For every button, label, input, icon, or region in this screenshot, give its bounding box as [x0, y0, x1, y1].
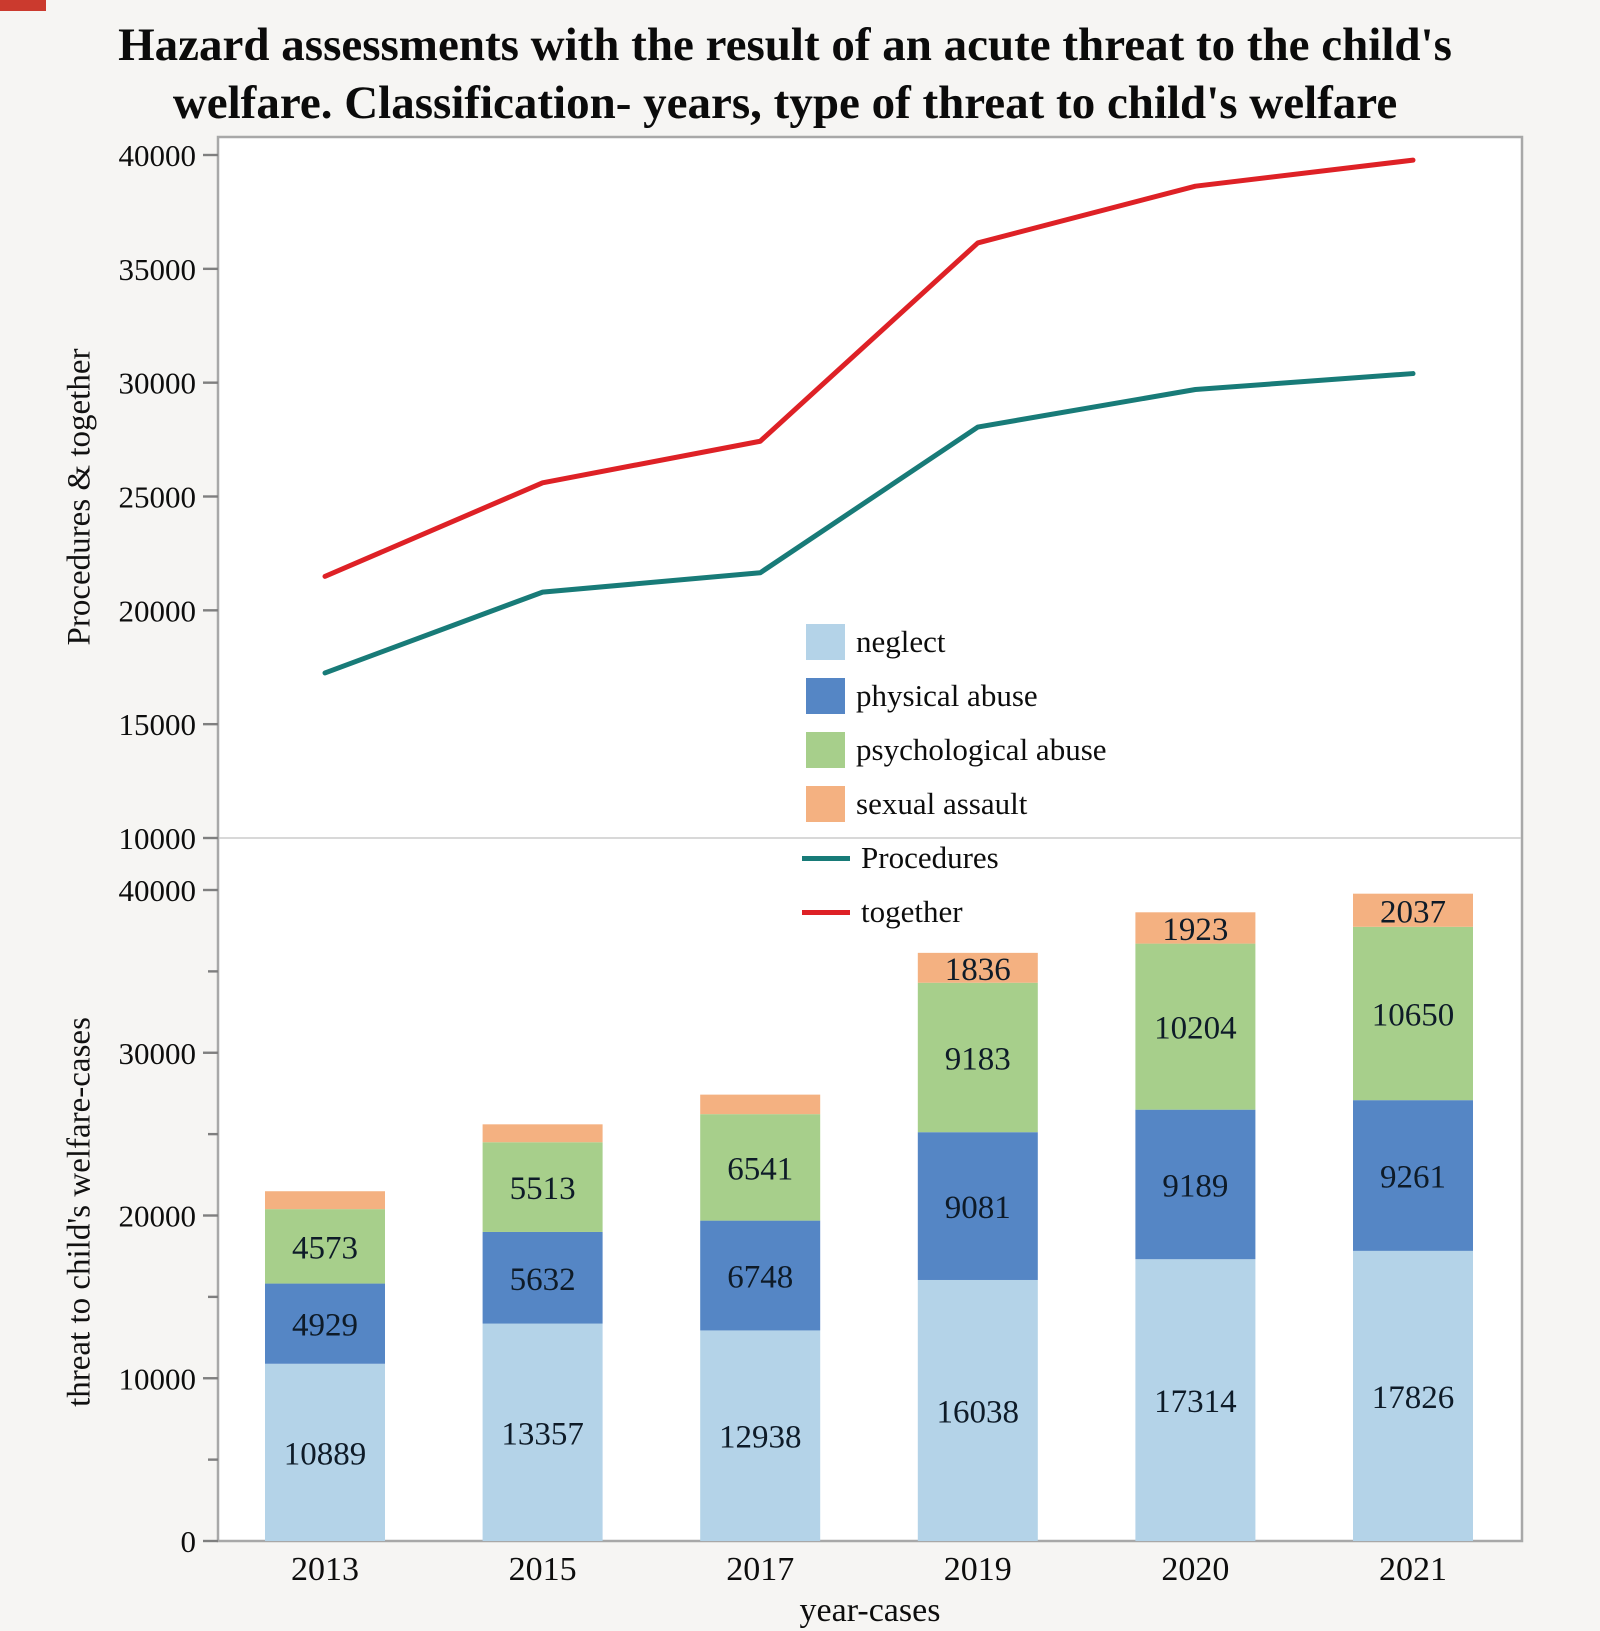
bar-value-label: 16038	[936, 1394, 1020, 1431]
legend-label: Procedures	[861, 840, 999, 875]
top-y-tick-label: 30000	[118, 365, 196, 401]
chart-title-line2: welfare. Classification- years, type of threat to child's welfare	[172, 77, 1398, 129]
bar-value-label: 17826	[1371, 1379, 1455, 1416]
top-y-tick-label: 20000	[118, 593, 196, 629]
bar-value-label: 4929	[292, 1307, 358, 1344]
bar-value-label: 1836	[944, 951, 1011, 988]
bottom-y-tick-label: 40000	[118, 873, 196, 908]
legend-label: psychological abuse	[856, 732, 1107, 767]
bottom-y-axis-title: threat to child's welfare-cases	[61, 1017, 98, 1407]
bar-value-label: 13357	[501, 1416, 584, 1453]
x-tick-2015: 2015	[508, 1551, 577, 1588]
x-tick-2017: 2017	[726, 1551, 795, 1588]
legend-label: physical abuse	[856, 678, 1038, 713]
chart-title-line1: Hazard assessments with the result of an acute threat to the child's	[118, 19, 1452, 71]
legend-item-sexual-assault	[806, 777, 1107, 831]
top-y-tick-label: 15000	[118, 707, 196, 743]
top-y-tick-label: 35000	[118, 251, 196, 287]
neglect-swatch-icon	[806, 624, 845, 660]
bar-value-label: 10889	[283, 1436, 367, 1473]
legend-item-psychological-abuse	[806, 723, 1107, 777]
bottom-y-tick-label: 20000	[118, 1198, 196, 1234]
bar-value-label: 2037	[1380, 894, 1446, 931]
legend-label: sexual assault	[856, 786, 1028, 821]
bar-value-label: 5513	[509, 1171, 576, 1208]
bar-segment-sexual-assault-2013	[265, 1191, 385, 1209]
bar-value-label: 4573	[292, 1230, 358, 1267]
legend-label: neglect	[856, 624, 946, 659]
legend-item-neglect	[806, 615, 1107, 669]
bar-value-label: 9261	[1380, 1159, 1446, 1196]
legend-item-physical-abuse	[806, 669, 1107, 723]
bar-value-label: 12938	[718, 1419, 802, 1456]
bar-value-label: 9081	[944, 1190, 1011, 1227]
bar-value-label: 9189	[1162, 1168, 1229, 1205]
bottom-y-tick-label: 30000	[118, 1035, 196, 1071]
bar-value-label: 6748	[727, 1259, 794, 1296]
bar-value-label: 9183	[944, 1041, 1011, 1078]
bar-segment-sexual-assault-2015	[483, 1124, 603, 1142]
x-axis-title: year-cases	[799, 1592, 941, 1629]
bar-value-label: 10650	[1371, 997, 1455, 1034]
top-y-tick-label: 10000	[118, 821, 196, 856]
bar-value-label: 1923	[1162, 911, 1229, 948]
physical-abuse-swatch-icon	[806, 678, 845, 714]
bar-value-label: 6541	[727, 1151, 794, 1188]
legend-item-procedures	[806, 831, 1107, 885]
x-tick-2021: 2021	[1379, 1551, 1447, 1588]
bar-value-label: 5632	[509, 1261, 576, 1298]
bar-value-label: 17314	[1154, 1384, 1237, 1421]
x-tick-2020: 2020	[1161, 1551, 1230, 1588]
procedures-line-swatch-icon	[802, 856, 850, 861]
bottom-y-tick-label: 0	[180, 1524, 196, 1559]
bar-value-label: 10204	[1154, 1010, 1237, 1047]
legend-label: together	[861, 894, 963, 929]
bottom-y-tick-label: 10000	[118, 1361, 196, 1397]
legend-item-together	[806, 885, 1107, 939]
sexual-assault-swatch-icon	[806, 786, 845, 822]
bar-segment-sexual-assault-2017	[700, 1095, 820, 1115]
x-tick-2019: 2019	[943, 1551, 1012, 1588]
chart-legend	[806, 615, 1107, 939]
x-tick-2013: 2013	[291, 1551, 359, 1588]
top-y-tick-label: 40000	[118, 138, 196, 173]
psychological-abuse-swatch-icon	[806, 732, 845, 768]
together-line-swatch-icon	[802, 910, 850, 915]
top-y-axis-title: Procedures & together	[61, 348, 98, 646]
top-y-tick-label: 25000	[118, 479, 196, 515]
